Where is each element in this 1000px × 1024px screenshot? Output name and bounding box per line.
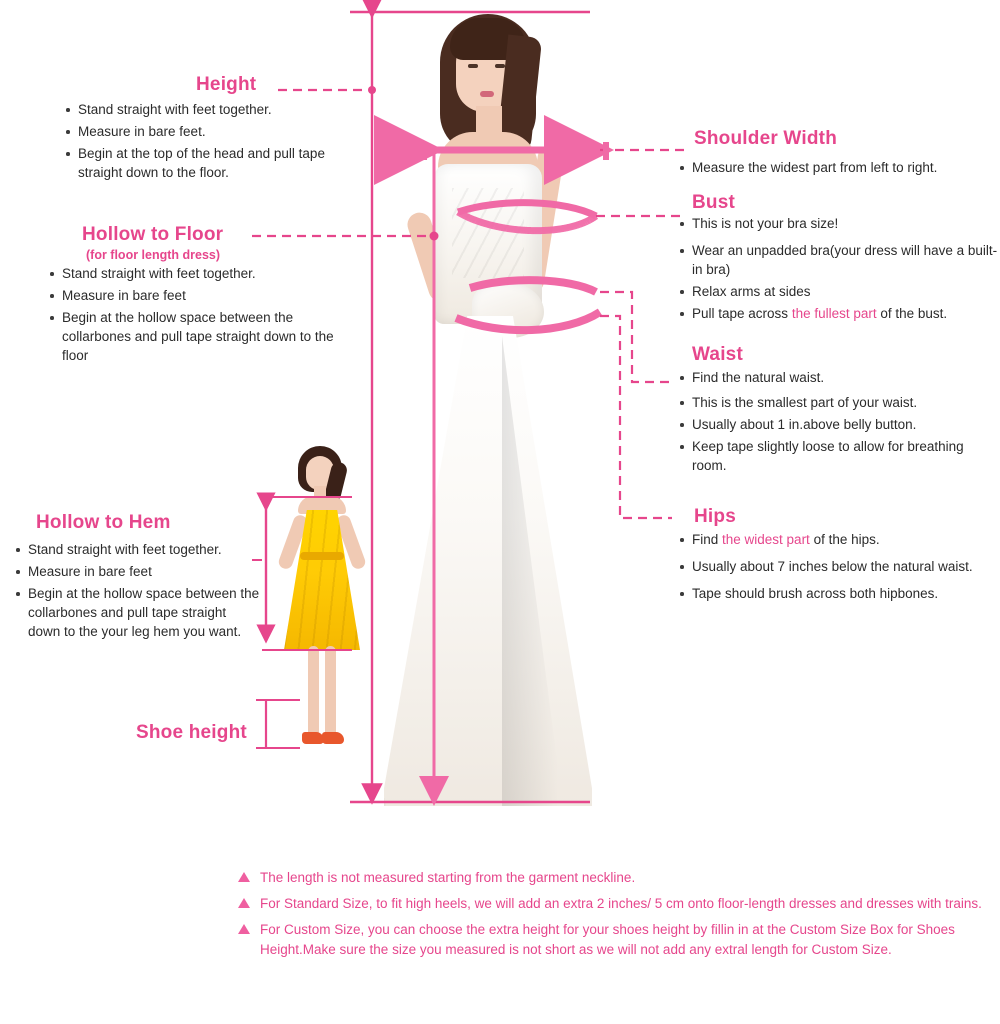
bust-bullet-4 [678, 304, 1000, 323]
waist-bullet-1: Find the natural waist. [678, 368, 988, 387]
bust-bullet-4-emphasis: the fullest part [791, 306, 877, 321]
hollow-to-hem-title: Hollow to Hem [36, 512, 171, 533]
warning-triangle-icon [238, 924, 250, 934]
waist-measure-line [456, 280, 670, 382]
hollow-to-floor-measure-line [252, 150, 439, 800]
hollow-to-hem-bullet-2: Measure in bare feet [14, 562, 260, 581]
hollow-to-floor-subtitle: (for floor length dress) [86, 248, 221, 262]
hollow-to-hem-bullet-1: Stand straight with feet together. [14, 540, 260, 559]
hips-bullet-1-emphasis: the widest part [722, 532, 810, 547]
shoulder-width-bullets [678, 146, 1000, 180]
warning-triangle-icon [238, 898, 250, 908]
bust-bullet-4-post: of the bust. [876, 306, 948, 321]
note-text-3: For Custom Size, you can choose the extra height for your shoes height by fillin in at the Custom Size Box for Shoes Height.Make sure the size you measured is not short as we will not add any extral length for Custom Size. [260, 922, 955, 957]
note-row-1 [238, 868, 982, 888]
hollow-to-floor-bullets [48, 264, 348, 368]
height-bullets [64, 100, 364, 185]
waist-title: Waist [692, 344, 743, 365]
warning-triangle-icon [238, 872, 250, 882]
waist-bullets [678, 364, 988, 478]
waist-bullet-3: Usually about 1 in.above belly button. [678, 415, 988, 434]
shoulder-width-title: Shoulder Width [694, 128, 837, 149]
height-bullet-2: Measure in bare feet. [64, 122, 364, 141]
hollow-to-floor-bullet-3: Begin at the hollow space between the collarbones and pull tape straight down to the floor [48, 308, 348, 365]
note-text-1: The length is not measured starting from the garment neckline. [260, 870, 636, 885]
hollow-to-floor-title: Hollow to Floor [82, 224, 224, 245]
hips-bullet-2: Usually about 7 inches below the natural waist. [678, 557, 990, 576]
bust-bullet-4-pre: Pull tape across [692, 306, 792, 321]
hollow-to-floor-bullet-2: Measure in bare feet [48, 286, 348, 305]
shoe-height-title: Shoe height [136, 722, 247, 743]
shoe-height-measure-line [256, 700, 300, 748]
hips-bullet-1-post: of the hips. [809, 532, 880, 547]
hollow-to-hem-bullet-3: Begin at the hollow space between the collarbones and pull tape straight down to the your leg hem you want. [14, 584, 260, 641]
shoulder-width-measure-line [424, 142, 684, 160]
bust-measure-line [458, 203, 684, 231]
bust-bullet-2: Wear an unpadded bra(your dress will have a built-in bra) [678, 241, 1000, 279]
bust-bullet-1: This is not your bra size! [678, 214, 1000, 233]
hips-bullet-1 [678, 530, 990, 549]
note-row-3 [238, 920, 982, 960]
shoulder-width-bullet-1: Measure the widest part from left to right. [678, 158, 1000, 177]
hips-title: Hips [694, 506, 736, 527]
bust-bullet-3: Relax arms at sides [678, 282, 1000, 301]
hollow-to-hem-bullets [14, 540, 260, 644]
note-text-2: For Standard Size, to fit high heels, we will add an extra 2 inches/ 5 cm onto floor-length dresses and dresses with trains. [260, 896, 982, 911]
hips-measure-line [600, 316, 672, 518]
hips-bullet-1-pre: Find [692, 532, 723, 547]
notes-block [238, 868, 982, 966]
waist-bullet-2: This is the smallest part of your waist. [678, 393, 988, 412]
note-row-2 [238, 894, 982, 914]
bust-bullets [678, 208, 1000, 326]
hollow-to-floor-bullet-1: Stand straight with feet together. [48, 264, 348, 283]
height-bullet-3: Begin at the top of the head and pull tape straight down to the floor. [64, 144, 364, 182]
hips-bullet-3: Tape should brush across both hipbones. [678, 584, 990, 603]
waist-bullet-4: Keep tape slightly loose to allow for breathing room. [678, 437, 988, 475]
hips-bullets [678, 524, 990, 606]
hollow-to-hem-measure-line [252, 497, 352, 650]
height-bullet-1: Stand straight with feet together. [64, 100, 364, 119]
bust-title: Bust [692, 192, 736, 213]
height-title: Height [196, 74, 257, 95]
